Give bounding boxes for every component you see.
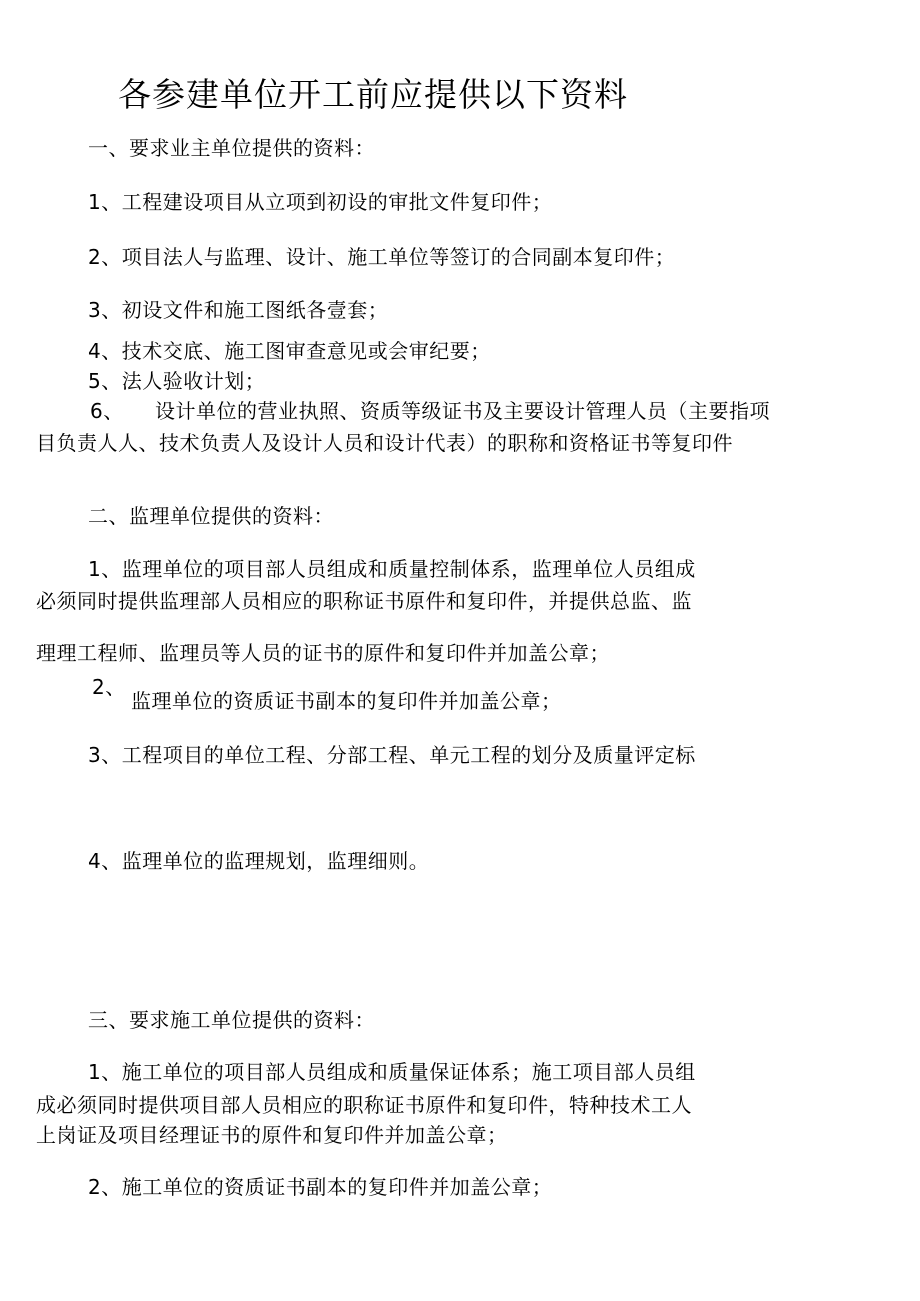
contractor-item-1-line-1: 1、施工单位的项目部人员组成和质量保证体系；施工项目部人员组	[88, 1060, 696, 1084]
supervisor-item-4: 4、监理单位的监理规划，监理细则。	[88, 849, 430, 873]
supervisor-item-1-line-3: 理理工程师、监理员等人员的证书的原件和复印件并加盖公章；	[36, 641, 610, 665]
supervisor-item-1-line-2: 必须同时提供监理部人员相应的职称证书原件和复印件，并提供总监、监	[36, 589, 692, 613]
document-title: 各参建单位开工前应提供以下资料	[118, 75, 628, 114]
contractor-item-1-line-2: 成必须同时提供项目部人员相应的职称证书原件和复印件，特种技术工人	[36, 1093, 692, 1117]
owner-item-2: 2、项目法人与监理、设计、施工单位等签订的合同副本复印件；	[88, 245, 676, 269]
supervisor-item-2-number: 2、	[92, 675, 126, 699]
owner-item-5: 5、法人验收计划；	[88, 369, 266, 393]
owner-item-6-line-1: 设计单位的营业执照、资质等级证书及主要设计管理人员（主要指项	[155, 399, 770, 423]
section-heading-owner: 一、要求业主单位提供的资料：	[88, 136, 375, 160]
contractor-item-2: 2、施工单位的资质证书副本的复印件并加盖公章；	[88, 1175, 553, 1199]
supervisor-item-2-text: 监理单位的资质证书副本的复印件并加盖公章；	[131, 689, 562, 713]
owner-item-6-number: 6、	[90, 399, 124, 423]
owner-item-1: 1、工程建设项目从立项到初设的审批文件复印件；	[88, 190, 553, 214]
owner-item-3: 3、初设文件和施工图纸各壹套；	[88, 298, 389, 322]
supervisor-item-3: 3、工程项目的单位工程、分部工程、单元工程的划分及质量评定标	[88, 743, 696, 767]
contractor-item-1-line-3: 上岗证及项目经理证书的原件和复印件并加盖公章；	[36, 1123, 508, 1147]
section-heading-contractor: 三、要求施工单位提供的资料：	[88, 1008, 375, 1032]
supervisor-item-1-line-1: 1、监理单位的项目部人员组成和质量控制体系，监理单位人员组成	[88, 557, 696, 581]
section-heading-supervisor: 二、监理单位提供的资料：	[88, 504, 334, 528]
owner-item-4: 4、技术交底、施工图审查意见或会审纪要；	[88, 339, 491, 363]
owner-item-6-line-2: 目负责人人、技术负责人及设计人员和设计代表）的职称和资格证书等复印件	[36, 431, 733, 455]
